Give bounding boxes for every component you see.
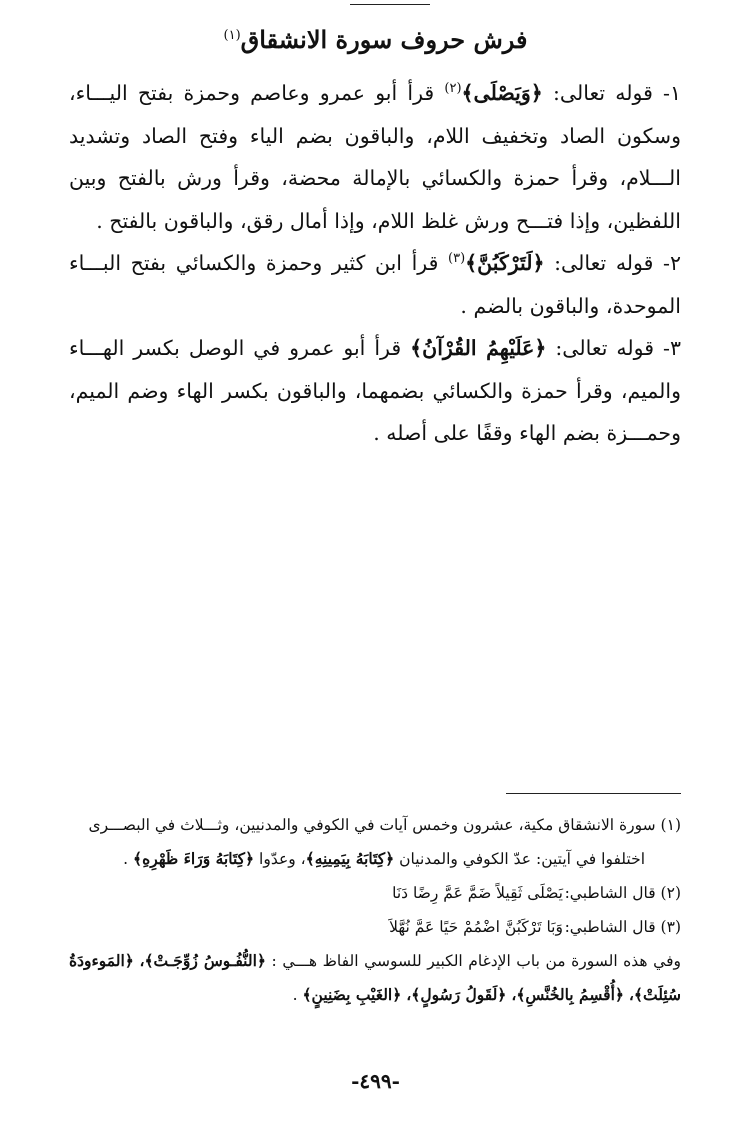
paragraph-2-footnote-mark: (٣) [448,251,466,267]
footnote-2-label: (٢) قال الشاطبي: [564,884,681,902]
paragraph-1-number: ١- قوله تعالى: [552,81,681,105]
paragraph-2-verse: ﴿لَتَرْكَبُنَّ﴾ [465,251,545,275]
idgham-note [69,944,681,1012]
paragraph-1 [69,72,681,242]
idgham-intro: وفي هذه السورة من باب الإدغام الكبير للسوسي الفاظ هـــي : [271,952,681,970]
paragraph-1-text: قرأ أبو عمرو وعاصم وحمزة بفتح اليـــاء، وسكون الصاد وتخفيف اللام، والباقون بضم الياء وفتح الصاد وتشديد الـــلام، وقرأ حمزة والكسائي بالإمالة محضة، وقرأ ورش بالفتح وبين اللفظين، وإذا فتـــح ورش غلظ اللام، وإذا أمال رقق، والباقون بالفتح . [69,81,681,233]
footnote-rule [506,793,681,794]
paragraph-3-verse: ﴿عَلَيْهِمُ القُرْآنُ﴾ [410,336,547,360]
footnote-1-line-1: (١) سورة الانشقاق مكية، عشرون وخمس آيات في الكوفي والمدنيين، وثـــلاث في البصـــرى [88,816,681,834]
footnote-1-line-2 [69,842,681,876]
footnote-3 [69,910,681,944]
footnote-1-end: . [123,850,134,868]
footnote-1-verse-2: ﴿كِتَابَهُ وَرَاءَ ظَهْرِهِ﴾ [133,849,255,868]
footnotes [69,808,681,1012]
footnote-2 [69,876,681,910]
idgham-word: ﴿الغَيْبِ بِضَنِينٍ﴾ [302,985,402,1004]
footnote-1-prefix: اختلفوا في آيتين: عدّ الكوفي والمدنيان [399,850,645,868]
page-number: -٤٩٩- [351,1069,400,1093]
idgham-word: ﴿أُقْسِمُ بِالخُنَّسِ﴾، [511,985,624,1004]
footnote-3-verse: وَبَا تَرْكَبُنَّ اضْمُمْ حَيًا عَمَّ نُهَّلاَ [389,918,563,936]
paragraph-3 [69,327,681,455]
idgham-word: ﴿المَوءودَةُ سُئِلَتْ﴾، [69,951,681,1004]
paragraph-2-text: قرأ ابن كثير وحمزة والكسائي بفتح البـــاء الموحدة، والباقون بالضم . [69,251,681,318]
idgham-word: ﴿لَقَولُ رَسُولٍ﴾، [406,985,507,1004]
footnote-2-verse: يَصْلَى ثَقِيلاً ضَمَّ عَمَّ رِضًا دَنَا [392,884,563,902]
idgham-end: . [292,986,303,1004]
top-rule [350,4,430,5]
paragraph-1-footnote-mark: (٢) [444,81,462,97]
footnote-1-mid: ، وعدّوا [259,850,306,868]
page-title [0,22,751,58]
main-text [69,72,681,455]
paragraph-2-number: ٢- قوله تعالى: [554,251,681,275]
idgham-word: ﴿النُّفُـوسُ زُوِّجَـتْ﴾، [139,951,266,970]
paragraph-3-number: ٣- قوله تعالى: [555,336,681,360]
paragraph-1-verse: ﴿وَيَصْلَى﴾ [461,81,543,105]
footnote-1-verse-1: ﴿كِتَابَهُ بِيَمِينِهِ﴾ [305,849,395,868]
paragraph-3-text: قرأ أبو عمرو في الوصل بكسر الهـــاء والميم، وقرأ حمزة والكسائي بضمهما، والباقون بكسر الهاء وضم الميم، وحمـــزة بضم الهاء وقفًا على أصله . [69,336,681,445]
footnote-3-label: (٣) قال الشاطبي: [564,918,681,936]
paragraph-2 [69,242,681,327]
title-text: فرش حروف سورة الانشقاق [240,25,528,54]
title-footnote-mark: (١) [223,28,241,43]
